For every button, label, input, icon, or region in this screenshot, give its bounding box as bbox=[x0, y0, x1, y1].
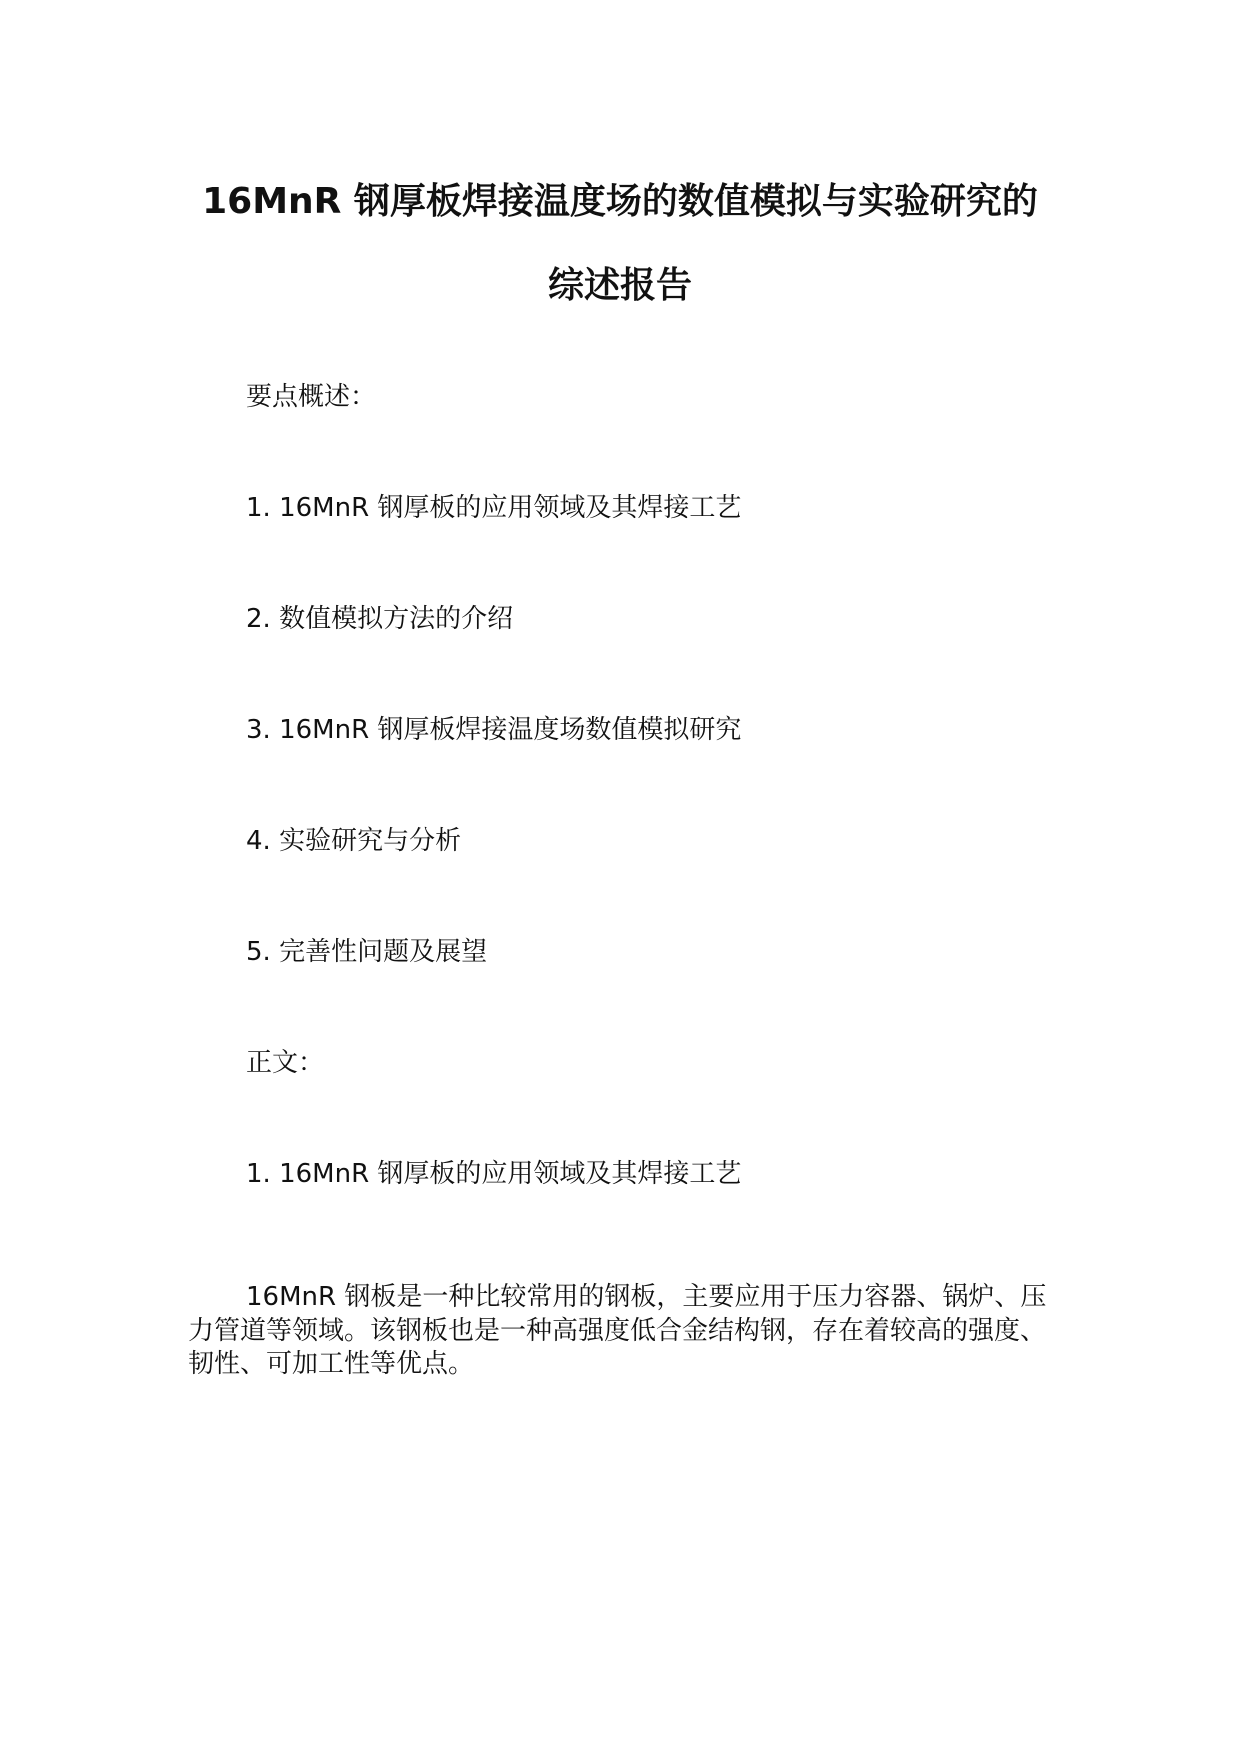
summary-heading: 要点概述： bbox=[246, 382, 377, 412]
section-1-paragraph: 16MnR 钢板是一种比较常用的钢板，主要应用于压力容器、锅炉、压力管道等领域。该钢板也是一种高强度低合金结构钢，存在着较高的强度、韧性、可加工性等优点。 bbox=[188, 1282, 1047, 1379]
section-1-heading: 1. 16MnR 钢厚板的应用领域及其焊接工艺 bbox=[246, 1159, 742, 1189]
body-heading: 正文： bbox=[246, 1048, 325, 1078]
document-title-line-1: 16MnR 钢厚板焊接温度场的数值模拟与实验研究的 bbox=[202, 181, 1038, 222]
summary-item-1: 1. 16MnR 钢厚板的应用领域及其焊接工艺 bbox=[246, 493, 742, 523]
summary-item-4: 4. 实验研究与分析 bbox=[246, 826, 462, 856]
document-title-line-2: 综述报告 bbox=[547, 265, 692, 306]
summary-item-3: 3. 16MnR 钢厚板焊接温度场数值模拟研究 bbox=[246, 715, 742, 745]
summary-item-2: 2. 数值模拟方法的介绍 bbox=[246, 604, 514, 634]
summary-item-5: 5. 完善性问题及展望 bbox=[246, 937, 488, 967]
